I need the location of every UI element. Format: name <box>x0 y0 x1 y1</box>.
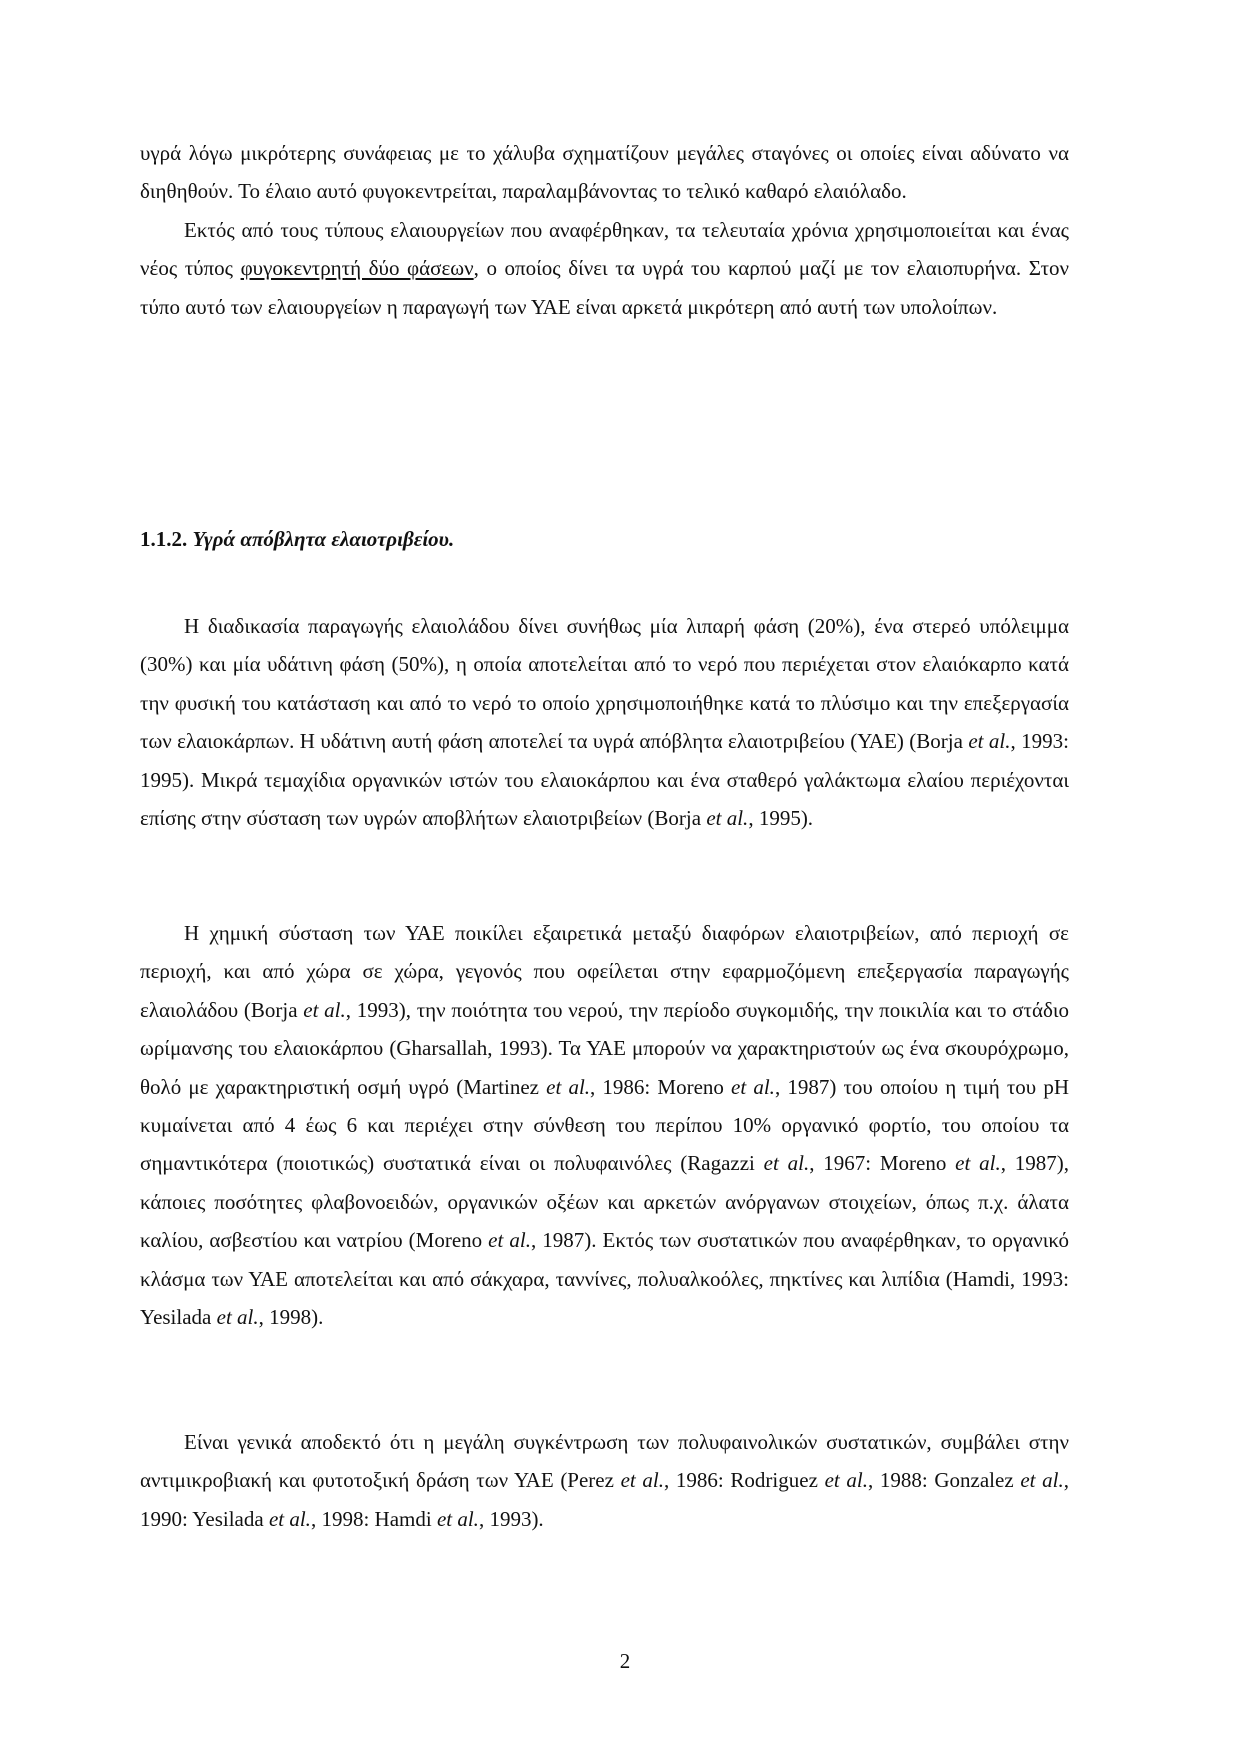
paragraph-text: , 1995). <box>748 806 814 831</box>
page-number: 2 <box>619 1649 631 1673</box>
paragraph-text: , ο οποίος δίνει τα υγρά του καρπού μαζί με τον ελαιοπυρήνα. Στον τύπο αυτό των ελαιουργείων η παραγωγή των ΥΑΕ είναι αρκετά μικρότερη από αυτή των υπολοίπων. <box>140 256 1070 319</box>
citation-etal: et al. <box>706 806 749 831</box>
paragraph-text: , 1986: Moreno <box>590 1074 732 1099</box>
underlined-term: φυγοκεντρητή δύο φάσεων <box>240 256 474 281</box>
paragraph-text: , 1987) του οποίου η τιμή του pH κυμαίνεται από 4 έως 6 και περιέχει στην σύνθεση του περίπου 10% οργανικό φορτίο, του οποίου τα σημαντικότερα (ποιοτικώς) συστατικά είναι οι πολυφαινόλες (Ragazzi <box>140 1074 1069 1176</box>
paragraph-text: , 1987). Εκτός των συστατικών που αναφέρθηκαν, το οργανικό κλάσμα των ΥΑΕ αποτελείται και από σάκχαρα, ταννίνες, πολυαλκοόλες, πηκτίνες και λιπίδια (Hamdi, 1993: Yesilada <box>140 1228 1069 1330</box>
citation-etal: et al. <box>546 1074 591 1099</box>
paragraph-text: , 1987), κάποιες ποσότητες φλαβονοειδών, οργανικών οξέων και αρκετών ανόργανων στοιχείων, όπως π.χ. άλατα καλίου, ασβεστίου και νατρίου (Moreno <box>140 1151 1070 1253</box>
citation-etal: et al. <box>488 1228 531 1253</box>
paragraph-text: , 1993: 1995). Μικρά τεμαχίδια οργανικών ιστών του ελαιοκάρπου και ένα σταθερό γαλάκτωμα ελαίου περιέχονται επίσης στην σύσταση των υγρών αποβλήτων ελαιοτριβείων (Borja <box>140 729 1069 831</box>
citation-etal: et al. <box>303 997 346 1022</box>
citation-etal: et al. <box>216 1305 259 1330</box>
citation-etal: et al. <box>763 1151 810 1176</box>
citation-etal: et al. <box>824 1468 868 1493</box>
citation-etal: et al. <box>731 1074 775 1099</box>
paragraph-text: , 1993), την ποιότητα του νερού, την περίοδο συγκομιδής, την ποικιλία και το στάδιο ωρίμανσης του ελαιοκάρπου (Gharsallah, 1993). Τα ΥΑΕ μπορούν να χαρακτηριστούν ως ένα σκουρόχρωμο, θολό με χαρακτηριστική οσμή υγρό (Martinez <box>140 997 1069 1099</box>
citation-etal: et al. <box>1020 1468 1064 1493</box>
paragraph-composition <box>140 607 1069 837</box>
citation-etal: et al. <box>620 1468 665 1493</box>
paragraph-chemical-composition <box>140 914 1069 1336</box>
paragraph-text: , 1998: Hamdi <box>310 1506 437 1531</box>
citation-etal: et al. <box>436 1506 479 1531</box>
paragraph-polyphenols <box>140 1423 1069 1538</box>
paragraph-text: Η διαδικασία παραγωγής ελαιολάδου δίνει συνήθως μία λιπαρή φάση (20%), ένα στερεό υπόλειμμα (30%) και μία υδάτινη φάση (50%), η οποία αποτελείται από το νερό που περιέχεται στον ελαιόκαρπο κατά την φυσική του κατάσταση και από το νερό το οποίο χρησιμοποιήθηκε κατά το πλύσιμο και την επεξεργασία των ελαιοκάρπων. Η υδάτινη αυτή φάση αποτελεί τα υγρά απόβλητα ελαιοτριβείου (ΥΑΕ) (Borja <box>140 614 1069 754</box>
paragraph-text: Η χημική σύσταση των ΥΑΕ ποικίλει εξαιρετικά μεταξύ διαφόρων ελαιοτριβείων, από περιοχή σε περιοχή, και από χώρα σε χώρα, γεγονός που οφείλεται στην εφαρμοζόμενη επεξεργασία παραγωγής ελαιολάδου (Borja <box>140 921 1069 1022</box>
paragraph-text: , 1990: Yesilada <box>140 1468 1069 1531</box>
citation-etal: et al. <box>268 1506 311 1531</box>
section-heading <box>140 524 454 554</box>
citation-etal: et al. <box>968 729 1011 754</box>
paragraph-text: , 1988: Gonzalez <box>867 1468 1021 1493</box>
paragraph-text: , 1998). <box>258 1305 324 1330</box>
section-title: Υγρά απόβλητα ελαιοτριβείου. <box>192 527 455 551</box>
paragraph-two-phase-centrifuge <box>140 211 1069 326</box>
paragraph-continuation <box>140 134 1069 211</box>
paragraph-text: , 1993). <box>478 1506 544 1531</box>
paragraph-text: υγρά λόγω μικρότερης συνάφειας με το χάλυβα σχηματίζουν μεγάλες σταγόνες οι οποίες είναι αδύνατο να διηθηθούν. Το έλαιο αυτό φυγοκεντρείται, παραλαμβάνοντας το τελικό καθαρό ελαιόλαδο. <box>140 141 1069 204</box>
paragraph-text: , 1967: Moreno <box>809 1151 956 1176</box>
paragraph-text: , 1986: Rodriguez <box>664 1468 825 1493</box>
paragraph-text: Είναι γενικά αποδεκτό ότι η μεγάλη συγκέντρωση των πολυφαινολικών συστατικών, συμβάλει στην αντιμικροβιακή και φυτοτοξική δράση των ΥΑΕ (Perez <box>140 1430 1069 1493</box>
section-number: 1.1.2. <box>140 527 188 551</box>
citation-etal: et al. <box>955 1151 1001 1176</box>
paragraph-text: Εκτός από τους τύπους ελαιουργείων που αναφέρθηκαν, τα τελευταία χρόνια χρησιμοποιείται και ένας νέος τύπος <box>140 218 1069 281</box>
